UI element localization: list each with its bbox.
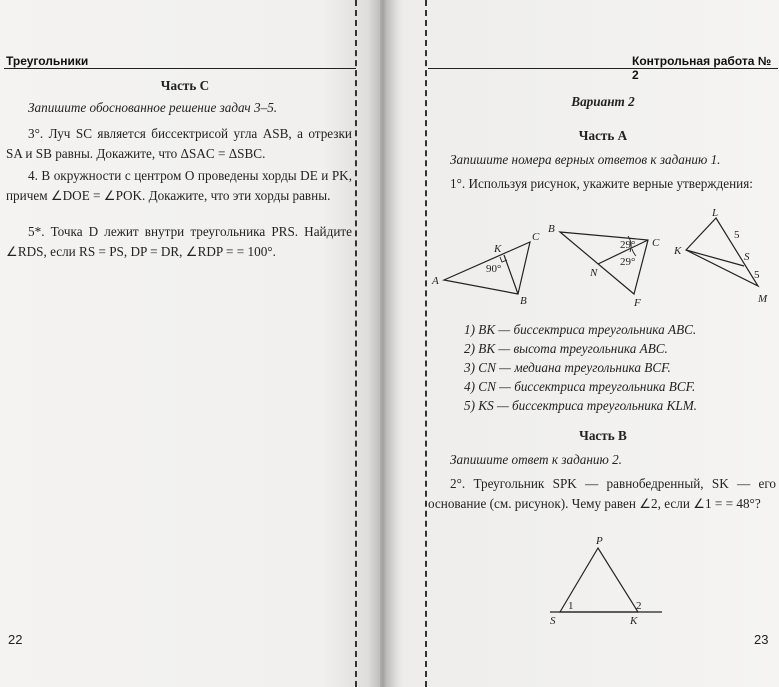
left-page <box>0 0 380 687</box>
part-a-title: Часть А <box>578 128 628 143</box>
fig2-label-f: F <box>634 297 641 309</box>
right-page <box>380 0 779 687</box>
fig1-angle-label: 90° <box>486 263 502 275</box>
fig3-seg-top: 5 <box>734 229 740 241</box>
fig2-angle-top: 29° <box>620 239 636 251</box>
fig3-label-s: S <box>744 251 750 263</box>
fig1-label-a: A <box>432 275 439 287</box>
option-1: 1) BK — биссектриса треугольника ABC. <box>464 322 697 337</box>
left-header-rule <box>4 68 356 69</box>
fig2-label-c: C <box>652 237 660 249</box>
right-page-number: 23 <box>754 632 769 647</box>
task-3: 3°. Луч SC является биссектрисой угла ASB, а отрезки SA и SB равны. Докажите, что ΔSAC = ΔSBC. <box>6 126 352 161</box>
option-2: 2) BK — высота треугольника ABC. <box>464 341 668 356</box>
figure-triangle-abc <box>430 222 540 313</box>
option-5: 5) KS — биссектриса треугольника KLM. <box>464 398 697 413</box>
part-b-instruction: Запишите ответ к заданию 2. <box>450 452 622 467</box>
part-b-title: Часть В <box>579 428 627 443</box>
left-page-number: 22 <box>8 632 23 647</box>
fig2-label-n: N <box>590 267 598 279</box>
fig4-angle-2: 2 <box>636 600 642 612</box>
fig1-label-b: B <box>520 295 527 307</box>
fig4-label-s: S <box>550 615 556 626</box>
task-4: 4. В окружности с центром O проведены хорды DE и PK, причем ∠DOE = ∠POK. Докажите, что эти хорды равны. <box>6 168 352 203</box>
fig2-label-b: B <box>548 223 555 235</box>
option-4: 4) CN — биссектриса треугольника BCF. <box>464 379 696 394</box>
fig4-label-p: P <box>596 535 603 547</box>
option-3: 3) CN — медиана треугольника BCF. <box>464 360 671 375</box>
book-gutter-shadow <box>368 0 398 687</box>
fig4-angle-1: 1 <box>568 600 574 612</box>
task-5: 5*. Точка D лежит внутри треугольника PRS. Найдите ∠RDS, если RS = PS, DP = DR, ∠RDP = = 100°. <box>6 224 352 259</box>
variant-title: Вариант 2 <box>571 94 635 109</box>
part-c-title: Часть С <box>160 78 210 93</box>
part-a-instruction: Запишите номера верных ответов к заданию 1. <box>450 152 721 167</box>
figure-triangle-spk <box>546 534 666 631</box>
right-header-rule <box>428 68 778 69</box>
fig4-label-k: K <box>630 615 638 626</box>
right-running-header: Контрольная работа № 2 <box>632 54 772 82</box>
task-1: 1°. Используя рисунок, укажите верные утверждения: <box>450 176 753 191</box>
left-running-header: Треугольники <box>6 54 89 68</box>
fig3-seg-bottom: 5 <box>754 269 760 281</box>
cut-line-right <box>425 0 427 687</box>
task-1-options <box>464 320 774 415</box>
cut-line-left <box>355 0 357 687</box>
fig1-label-c: C <box>532 231 540 243</box>
figure-triangle-bcf <box>546 218 666 315</box>
part-c-instruction: Запишите обоснованное решение задач 3–5. <box>28 100 278 115</box>
figure-triangle-klm <box>670 208 770 313</box>
fig2-angle-bottom: 29° <box>620 256 636 268</box>
fig3-label-l: L <box>712 208 719 219</box>
fig3-label-k: K <box>674 245 682 257</box>
fig3-label-m: M <box>758 293 768 305</box>
task-2: 2°. Треугольник SPK — равнобедренный, SK — его основание (см. рисунок). Чему равен ∠2, если ∠1 = = 48°? <box>428 476 776 511</box>
fig1-label-k: K <box>494 243 502 255</box>
